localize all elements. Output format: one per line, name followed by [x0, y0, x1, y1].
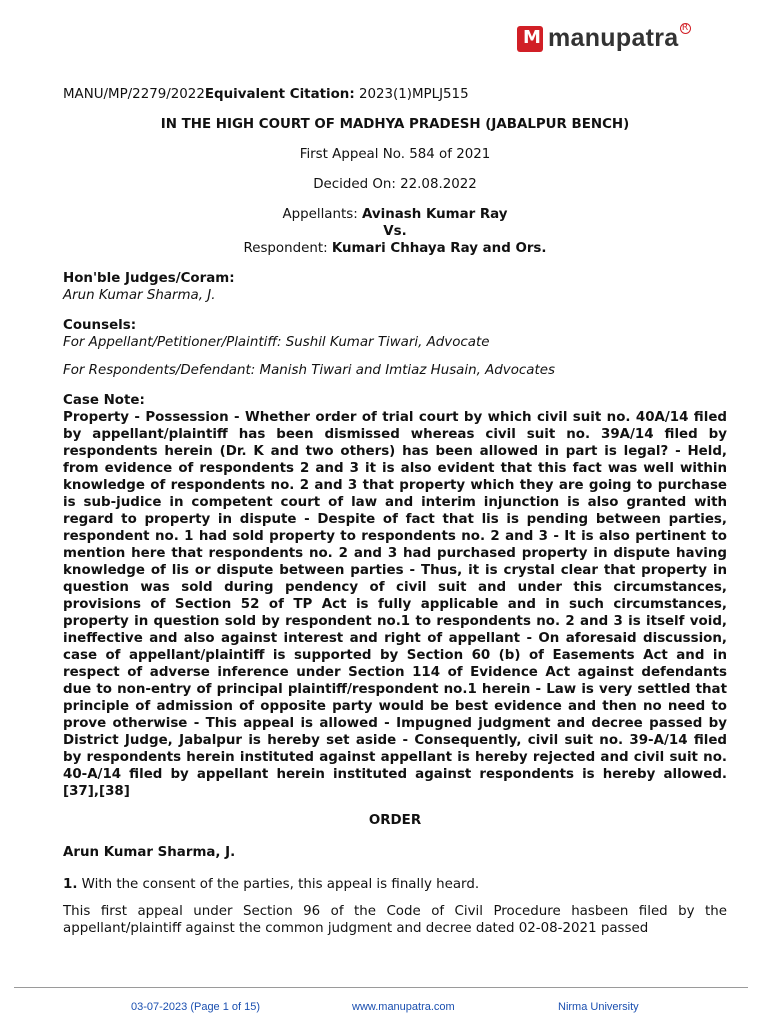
counsels-block [63, 317, 727, 379]
citation-line [63, 86, 727, 103]
appellants-name: Avinash Kumar Ray [362, 207, 508, 222]
footer-date-page: 03-07-2023 (Page 1 of 15) [131, 1001, 261, 1013]
order-judge: Arun Kumar Sharma, J. [63, 845, 236, 860]
manupatra-logo-text: manupatra [548, 24, 679, 52]
registered-mark-icon: R [680, 23, 691, 34]
parties-block [63, 206, 727, 257]
footer-website-link[interactable]: www.manupatra.com [352, 1001, 455, 1013]
court-name: IN THE HIGH COURT OF MADHYA PRADESH (JABALPUR BENCH) [160, 117, 630, 132]
respondent-counsel: For Respondents/Defendant: Manish Tiwari and Imtiaz Husain, Advocates [63, 363, 555, 378]
case-note-block [63, 392, 727, 800]
paragraph-1 [63, 876, 727, 893]
judge-name: Arun Kumar Sharma, J. [63, 288, 216, 303]
respondent-name: Kumari Chhaya Ray and Ors. [331, 241, 547, 256]
decided-on: Decided On: 22.08.2022 [313, 177, 477, 192]
respondent-label: Respondent: [243, 241, 332, 256]
manu-citation: MANU/MP/2279/2022 [63, 87, 205, 102]
order-heading: ORDER [368, 813, 422, 828]
paragraph-1-text: With the consent of the parties, this appeal is finally heard. [77, 877, 480, 892]
judges-block [63, 270, 727, 304]
footer-organization: Nirma University [558, 1001, 639, 1013]
appeal-number: First Appeal No. 584 of 2021 [299, 147, 491, 162]
appellant-counsel: For Appellant/Petitioner/Plaintiff: Sushil Kumar Tiwari, Advocate [63, 335, 490, 350]
versus: Vs. [383, 224, 407, 239]
manupatra-logo [517, 24, 691, 53]
manupatra-logo-icon: M [517, 26, 543, 52]
respondent-line [63, 240, 727, 257]
appellants-label: Appellants: [282, 207, 362, 222]
equivalent-citation-label: Equivalent Citation: [204, 87, 355, 102]
paragraph-number: 1. [63, 877, 78, 892]
case-note-heading: Case Note: [63, 393, 145, 408]
case-note-text: Property - Possession - Whether order of trial court by which civil suit no. 40A/14 filed by appellant/plaintiff has been dismissed whereas civil suit no. 39A/14 filed by respondents herein (Dr. K and two others) has been allowed in part is legal? - Held, from evidence of respondents 2 and 3 it is also evident that this fact was well within knowledge of respondents no. 2 and 3 that property which they are going to purchase is sub-judice in competent court of law and interim injunction is also granted with regard to property in dispute - Despite of fact that lis is pending between parties, respondent no. 1 had sold property to respondents no. 2 and 3 - It is also pertinent to mention here that respondents no. 2 and 3 had purchased property in dispute having knowledge of lis or dispute between parties - Thus, it is crystal clear that property in question was sold during pendency of civil suit and under this circumstances, provisions of Section 52 of TP Act is fully applicable and in such circumstances, property in question sold by respondent no.1 to respondents no. 2 and 3 is itself void, ineffective and also against interest and right of appellant - On aforesaid discussion, case of appellant/plaintiff is supported by Section 60 (b) of Easements Act and in respect of adverse inference under Section 114 of Evidence Act against defendants due to non-entry of principal plaintiff/respondent no.1 herein - Law is very settled that principle of admission of opposite party would be best evidence and then no need to prove otherwise - This appeal is allowed - Impugned judgment and decree passed by District Judge, Jabalpur is hereby set aside - Consequently, civil suit no. 39-A/14 filed by respondents herein instituted against appellant is hereby rejected and civil suit no. 40-A/14 filed by appellant herein instituted against respondents is hereby allowed. [37],[38] [63, 410, 727, 799]
paragraph-2: This first appeal under Section 96 of the Code of Civil Procedure hasbeen filed by the appellant/plaintiff against the common judgment and decree dated 02-08-2021 passed [63, 904, 727, 936]
judges-heading: Hon'ble Judges/Coram: [63, 271, 235, 286]
appellants-line [63, 206, 727, 223]
counsels-heading: Counsels: [63, 318, 137, 333]
equivalent-citation-value: 2023(1)MPLJ515 [354, 87, 469, 102]
footer-divider [14, 987, 748, 988]
document-body [63, 86, 727, 947]
